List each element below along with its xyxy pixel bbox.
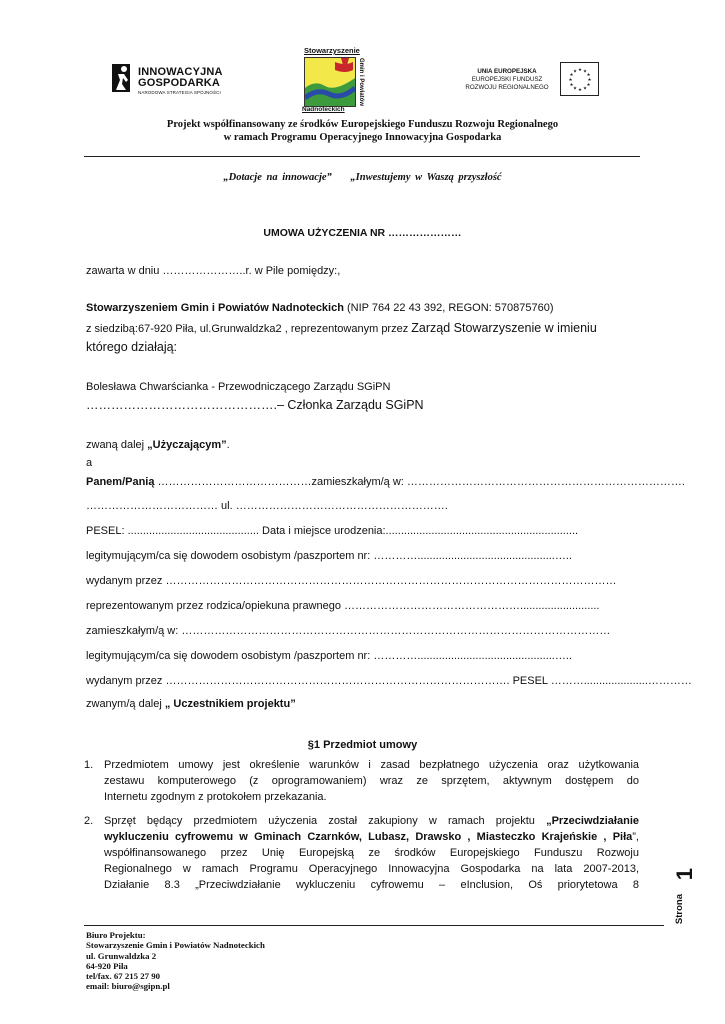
party1-name-line (86, 301, 554, 315)
ue-line2: EUROPEJSKI FUNDUSZ (471, 76, 543, 83)
eu-flag-icon (560, 62, 599, 96)
svg-text:★: ★ (583, 69, 588, 75)
footer-line1: Biuro Projektu: (86, 930, 146, 940)
sg-emblem (304, 57, 356, 107)
party2-guardian-issued: wydanym przez …………………………………………………………………………………. PESEL ……….....................………… (86, 675, 692, 687)
party2-called-name: „ Uczestnikiem projektu” (164, 698, 296, 710)
svg-text:★: ★ (578, 88, 583, 93)
ig-line3: NARODOWA STRATEGIA SPÓJNOŚCI (138, 90, 221, 95)
svg-text:★: ★ (583, 86, 588, 92)
innowacyjna-gospodarka-mark-icon (108, 60, 134, 96)
innowacyjna-gospodarka-logo (108, 58, 238, 104)
item2-line1a: Sprzęt będący przedmiotem użyczenia został zakupiony w ramach projektu (104, 815, 547, 827)
svg-text:★: ★ (586, 83, 591, 88)
item2-line5: Działanie 8.3 „Przeciwdziałanie wykluczeniu cyfrowemu – eInclusion, Oś priorytetowa 8 (104, 879, 639, 891)
header-line2: w ramach Programu Operacyjnego Innowacyjna Gospodarka (223, 132, 502, 143)
party1-seat-line (86, 321, 597, 336)
party2-name-rest: ……………………………………zamieszkałym/ą w: …………………………………………………………………. (154, 476, 685, 488)
svg-text:★: ★ (569, 83, 574, 88)
party2-name-line (86, 475, 685, 489)
footer-line4: 64-920 Piła (86, 960, 128, 971)
party1-rep1: Bolesława Chwarścianka - Przewodniczącego Zarządu SGiPN (86, 381, 391, 393)
item2-text (104, 813, 639, 893)
sg-side-text: Gmin i Powiatów (358, 58, 364, 107)
party1-board2: którego działają: (86, 340, 178, 354)
item1-number: 1. (84, 759, 94, 771)
ig-line2: GOSPODARKA (138, 77, 221, 89)
party2-name-label: Panem/Panią (86, 476, 155, 488)
slogan-left: „Dotacje na innowacje” (223, 172, 332, 183)
party2-guardian: reprezentowanym przez rodzica/opiekuna prawnego ………………………………………….......................... (86, 600, 600, 612)
section1-title: §1 Przedmiot umowy (307, 739, 418, 751)
page-number: 1 (672, 868, 697, 881)
party1-called-name: „Użyczającym” (147, 439, 227, 451)
item2-number: 2. (84, 815, 94, 827)
svg-text:★: ★ (568, 78, 573, 83)
sg-top-text: Stowarzyszenie (304, 46, 360, 55)
item2-line2b: ”, (632, 831, 639, 843)
svg-text:★: ★ (573, 86, 578, 92)
party1-board: Zarząd Stowarzyszenie w imieniu (411, 321, 597, 335)
svg-text:★: ★ (573, 69, 578, 75)
header-line1: Projekt współfinansowany ze środków Europejskiego Funduszu Rozwoju Regionalnego (166, 119, 559, 130)
item2-line1 (104, 813, 639, 829)
footer-line2: Stowarzyszenie Gmin i Powiatów Nadnoteckich (86, 940, 265, 951)
page-indicator (672, 868, 698, 928)
item2-line2 (104, 829, 639, 845)
footer-line6: email: biuro@sgipn.pl (86, 981, 170, 992)
item1-line2: zestawu komputerowego (z oprogramowaniem) wraz ze sprzętem, aktywnym dostępem do (104, 775, 639, 787)
svg-text:★: ★ (586, 73, 591, 78)
slogan-right: „Inwestujemy w Waszą przyszłość (350, 172, 502, 183)
sg-bottom-text: Nadnoteckich (302, 106, 345, 113)
party1-name: Stowarzyszeniem Gmin i Powiatów Nadnoteckich (86, 302, 344, 314)
ig-line1: INNOWACYJNA (138, 66, 223, 78)
item2-line1b: „Przeciwdziałanie (546, 815, 639, 827)
eu-logo (462, 62, 599, 100)
item1-text (104, 757, 639, 805)
party1-seat: z siedzibą:67-920 Piła, ul.Grunwaldzka2 , reprezentowanym przez (86, 323, 412, 335)
party1-rep2: ……………………………………….– Członka Zarządu SGiPN (86, 398, 424, 412)
and-line: a (86, 457, 93, 469)
footer (86, 930, 265, 992)
party2-id-doc: legitymującym/ca się dowodem osobistym /paszportem nr: ………….............................................….. (86, 550, 572, 562)
slogans (60, 172, 665, 183)
stowarzyszenie-logo (300, 46, 370, 116)
footer-divider (84, 925, 664, 926)
party2-called-prefix: zwanym/ą dalej (86, 698, 165, 710)
sg-landscape-icon (305, 58, 355, 106)
footer-line5: tel/fax. 67 215 27 90 (86, 971, 161, 982)
party2-address: ……………………………… ul. …………………………………………………. (86, 500, 448, 512)
party1-ids: (NIP 764 22 43 392, REGON: 570875760) (343, 302, 554, 314)
header-divider (84, 156, 640, 157)
party1-called (86, 438, 230, 452)
party1-called-suffix: . (226, 439, 230, 451)
party2-issued-by: wydanym przez …………………………………………………………………………………………………………… (86, 575, 617, 587)
party2-called (86, 697, 296, 711)
footer-line3: ul. Grunwaldzka 2 (86, 950, 157, 961)
svg-text:★: ★ (587, 78, 592, 83)
ue-line3: ROZWOJU REGIONALNEGO (465, 84, 549, 91)
concluded-line: zawarta w dniu …………………..r. w Pile pomiędzy:, (86, 265, 341, 277)
page-label: Strona (674, 894, 685, 925)
item2-line4: Regionalnego w ramach Programu Operacyjnego Innowacyjna Gospodarka na lata 2007-2013, (104, 863, 639, 875)
party1-called-prefix: zwaną dalej (86, 439, 148, 451)
item2-line2a: wykluczeniu cyfrowemu w Gminach Czarnków, Lubasz, Drawsko , Miasteczko Krajeńskie , Piła (104, 831, 633, 843)
svg-text:★: ★ (569, 73, 574, 78)
party2-guardian-addr: zamieszkałym/ą w: ……………………………………………………………………………………………………… (86, 625, 611, 637)
svg-text:★: ★ (578, 68, 583, 73)
ue-line1: UNIA EUROPEJSKA (477, 68, 537, 75)
party2-guardian-id: legitymującym/ca się dowodem osobistym /paszportem nr: ………….............................................….. (86, 650, 572, 662)
party2-pesel: PESEL: ........................................... Data i miejsce urodzenia:............................................................... (86, 525, 579, 537)
item2-line3: współfinansowanego przez Unię Europejską ze środków Europejskiego Funduszu Rozwoju (104, 847, 639, 859)
item1-line1: Przedmiotem umowy jest określenie warunków i zasad bezpłatnego użyczenia oraz użytkowania (104, 759, 639, 771)
document-title: UMOWA UŻYCZENIA NR ………………… (263, 227, 462, 239)
item1-line3: Internetu zgodnym z protokołem przekazania. (104, 791, 327, 803)
